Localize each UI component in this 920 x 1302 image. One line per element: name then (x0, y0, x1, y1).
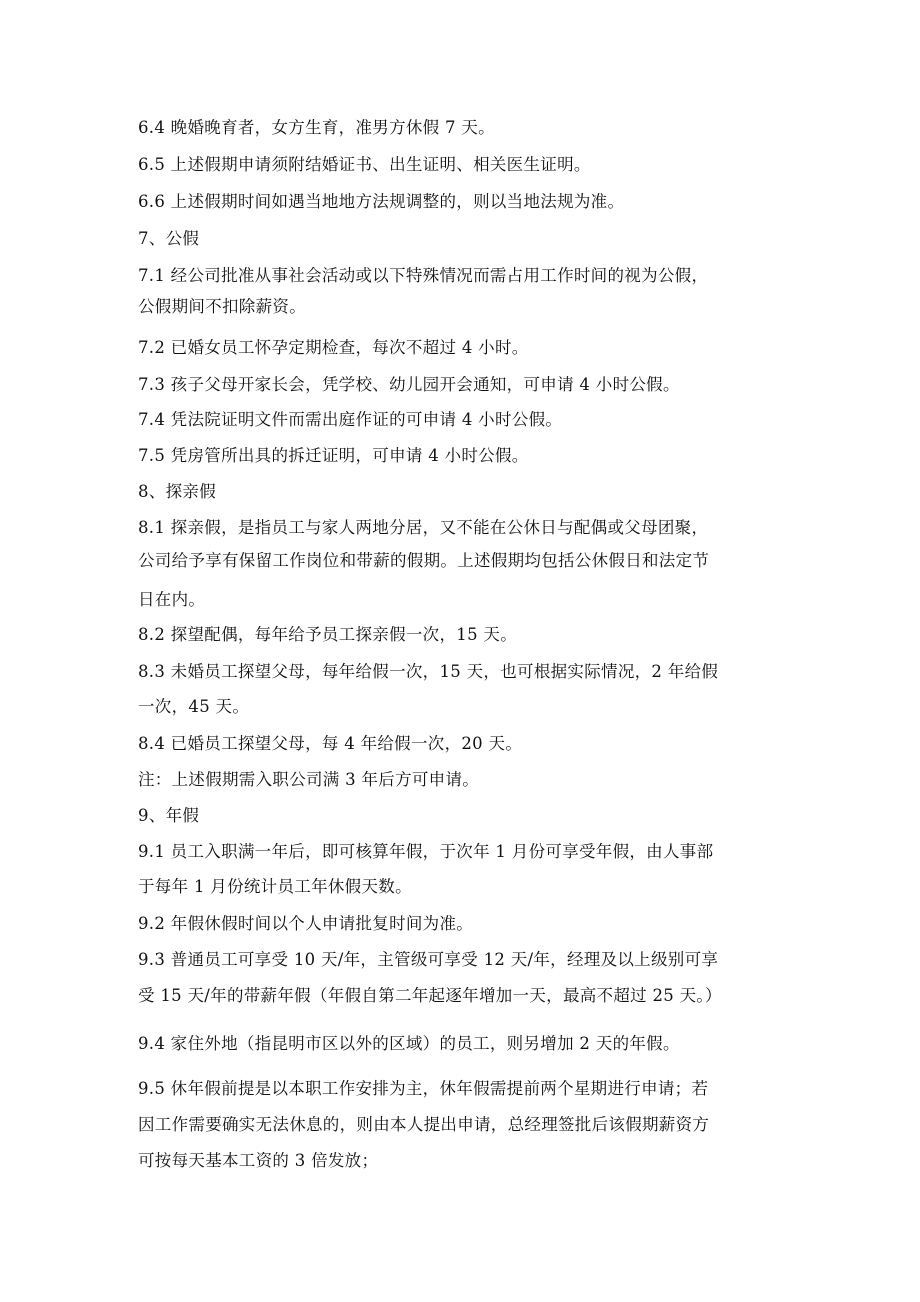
text-line: 8.2 探望配偶，每年给予员工探亲假一次，15 天。 (138, 625, 518, 644)
text-line: 7.2 已婚女员工怀孕定期检查，每次不超过 4 小时。 (138, 338, 529, 357)
text-line: 9.1 员工入职满一年后，即可核算年假，于次年 1 月份可享受年假，由人事部 (138, 842, 714, 861)
text-line: 6.5 上述假期申请须附结婚证书、出生证明、相关医生证明。 (138, 155, 591, 174)
text-line: 可按每天基本工资的 3 倍发放； (138, 1151, 379, 1170)
text-line: 9.4 家住外地（指昆明市区以外的区域）的员工，则另增加 2 天的年假。 (138, 1034, 680, 1053)
section-heading: 8、探亲假 (138, 482, 216, 501)
text-line: 因工作需要确实无法休息的，则由本人提出申请，总经理签批后该假期薪资方 (138, 1115, 710, 1134)
text-line: 于每年 1 月份统计员工年休假天数。 (138, 877, 412, 896)
text-line: 9.2 年假休假时间以个人申请批复时间为准。 (138, 914, 474, 933)
text-line: 9.5 休年假前提是以本职工作安排为主，休年假需提前两个星期进行申请；若 (138, 1079, 709, 1098)
text-line: 日在内。 (138, 590, 206, 609)
text-line: 7.5 凭房管所出具的拆迁证明，可申请 4 小时公假。 (138, 446, 529, 465)
text-line: 7.4 凭法院证明文件而需出庭作证的可申请 4 小时公假。 (138, 410, 563, 429)
text-line: 6.4 晚婚晚育者，女方生育，准男方休假 7 天。 (138, 118, 495, 137)
text-line: 9.3 普通员工可享受 10 天/年，主管级可享受 12 天/年，经理及以上级别可享 (138, 950, 719, 969)
text-line: 7.3 孩子父母开家长会，凭学校、幼儿园开会通知，可申请 4 小时公假。 (138, 375, 680, 394)
text-line: 6.6 上述假期时间如遇当地地方法规调整的，则以当地法规为准。 (138, 192, 625, 211)
text-line: 公假期间不扣除薪资。 (138, 297, 306, 316)
text-line: 受 15 天/年的带薪年假（年假自第二年起逐年增加一天，最高不超过 25 天。） (138, 986, 722, 1005)
section-heading: 7、公假 (138, 229, 200, 248)
section-heading: 9、年假 (138, 806, 200, 825)
text-line: 一次，45 天。 (138, 697, 250, 716)
text-line: 公司给予享有保留工作岗位和带薪的假期。上述假期均包括公休假日和法定节 (138, 551, 710, 570)
text-line: 7.1 经公司批准从事社会活动或以下特殊情况而需占用工作时间的视为公假， (138, 266, 709, 285)
text-line: 8.1 探亲假，是指员工与家人两地分居，又不能在公休日与配偶或父母团聚， (138, 518, 709, 537)
note-line: 注：上述假期需入职公司满 3 年后方可申请。 (138, 770, 480, 789)
text-line: 8.3 未婚员工探望父母，每年给假一次，15 天，也可根据实际情况，2 年给假 (138, 662, 719, 681)
text-line: 8.4 已婚员工探望父母，每 4 年给假一次，20 天。 (138, 734, 523, 753)
